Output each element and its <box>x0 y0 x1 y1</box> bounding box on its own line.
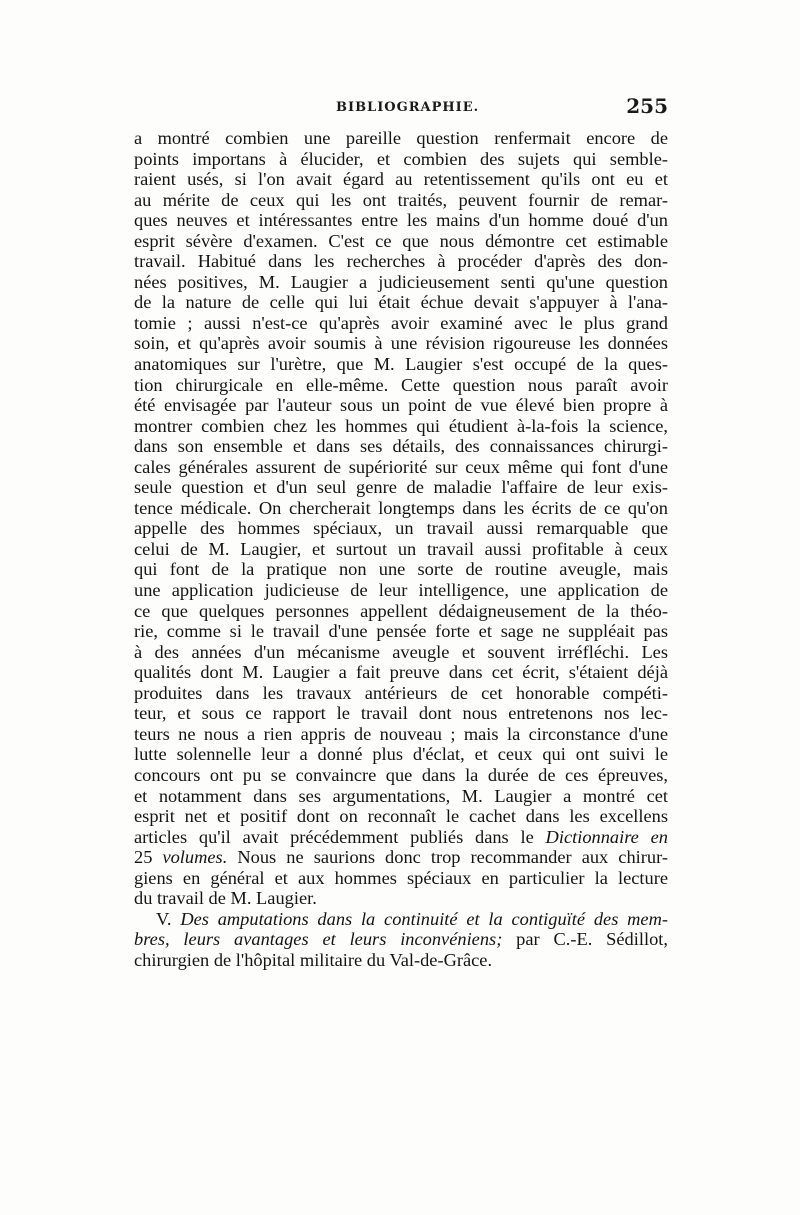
text-line: appelle des hommes spéciaux, un travail aussi remarquable que <box>134 518 668 539</box>
text-line: nées positives, M. Laugier a judicieusement senti qu'une question <box>134 271 668 292</box>
entry-title: bres, leurs avantages et leurs inconvéniens; <box>134 929 503 950</box>
text-line: à des années d'un mécanisme aveugle et souvent irréfléchi. Les <box>134 641 668 662</box>
text-line: anatomiques sur l'urètre, que M. Laugier s'est occupé de la ques- <box>134 354 668 375</box>
text-line-with-italic <box>134 847 668 868</box>
entry-heading-continued <box>134 929 668 950</box>
text-line-with-italic <box>134 827 668 848</box>
text-line: soin, et qu'après avoir soumis à une révision rigoureuse les données <box>134 333 668 354</box>
body-text <box>134 128 668 970</box>
text-line: giens en général et aux hommes spéciaux en particulier la lecture <box>134 867 668 888</box>
text-line: lutte solennelle leur a donné plus d'éclat, et ceux qui ont suivi le <box>134 744 668 765</box>
text-line: une application judicieuse de leur intelligence, une application de <box>134 580 668 601</box>
entry-heading <box>134 909 668 930</box>
text-line: travail. Habitué dans les recherches à procéder d'après des don- <box>134 251 668 272</box>
text-line: montrer combien chez les hommes qui étudient à-la-fois la science, <box>134 415 668 436</box>
text-line: produites dans les travaux antérieurs de cet honorable compéti- <box>134 682 668 703</box>
text-line: raient usés, si l'on avait égard au retentissement qu'ils ont eu et <box>134 169 668 190</box>
text-line: tence médicale. On chercherait longtemps dans les écrits de ce qu'on <box>134 497 668 518</box>
running-head: BIBLIOGRAPHIE. <box>336 100 480 115</box>
text-line: teur, et sous ce rapport le travail dont nous entretenons nos lec- <box>134 703 668 724</box>
text-line: été envisagée par l'auteur sous un point de vue élevé bien propre à <box>134 395 668 416</box>
text-line: cales générales assurent de supériorité sur ceux même qui font d'une <box>134 456 668 477</box>
text-line: seule question et d'un seul genre de maladie l'affaire de leur exis- <box>134 477 668 498</box>
text-line: rie, comme si le travail d'une pensée forte et sage ne suppléait pas <box>134 621 668 642</box>
text-line: et notamment dans ses argumentations, M. Laugier a montré cet <box>134 785 668 806</box>
text-line: au mérite de ceux qui les ont traités, peuvent fournir de remar- <box>134 189 668 210</box>
entry-byline-line: chirurgien de l'hôpital militaire du Val-de-Grâce. <box>134 949 493 970</box>
text-line: ques neuves et intéressantes entre les mains d'un homme doué d'un <box>134 210 668 231</box>
text-line: a montré combien une pareille question renfermait encore de <box>134 128 668 148</box>
text-line: tion chirurgicale en elle-même. Cette question nous paraît avoir <box>134 374 668 395</box>
text-line: esprit sévère d'examen. C'est ce que nous démontre cet estimable <box>134 230 668 251</box>
text-segment: Nous ne saurions donc trop recommander aux chirur- <box>237 847 668 868</box>
page-header <box>140 96 668 120</box>
text-line: ce que quelques personnes appellent dédaigneusement de la théo- <box>134 600 668 621</box>
text-line: celui de M. Laugier, et surtout un travail aussi profitable à ceux <box>134 538 668 559</box>
entry-number: V. <box>156 908 172 929</box>
italic-title: Dictionnaire en <box>545 826 668 847</box>
page-number: 255 <box>626 94 668 118</box>
text-line: qui font de la pratique non une sorte de routine aveugle, mais <box>134 559 668 580</box>
text-segment: articles qu'il avait précédemment publiés dans le <box>134 826 534 847</box>
text-line: tomie ; aussi n'est-ce qu'après avoir examiné avec le plus grand <box>134 312 668 333</box>
italic-title: volumes. <box>162 847 228 868</box>
text-line: teurs ne nous a rien appris de nouveau ; mais la circonstance d'une <box>134 723 668 744</box>
text-line: du travail de M. Laugier. <box>134 888 317 909</box>
text-line: qualités dont M. Laugier a fait preuve dans cet écrit, s'étaient déjà <box>134 662 668 683</box>
text-line: concours ont pu se convaincre que dans la durée de ces épreuves, <box>134 764 668 785</box>
text-segment: 25 <box>134 847 153 868</box>
entry-byline: par C.-E. Sédillot, <box>516 929 668 950</box>
text-line: dans son ensemble et dans ses détails, des connaissances chirurgi- <box>134 436 668 457</box>
text-line: esprit net et positif dont on reconnaît le cachet dans les excellens <box>134 806 668 827</box>
text-line: de la nature de celle qui lui était échue devait s'appuyer à l'ana- <box>134 292 668 313</box>
entry-title: Des amputations dans la continuité et la contiguïté des mem- <box>180 908 668 929</box>
text-line: points importans à élucider, et combien des sujets qui semble- <box>134 148 668 169</box>
